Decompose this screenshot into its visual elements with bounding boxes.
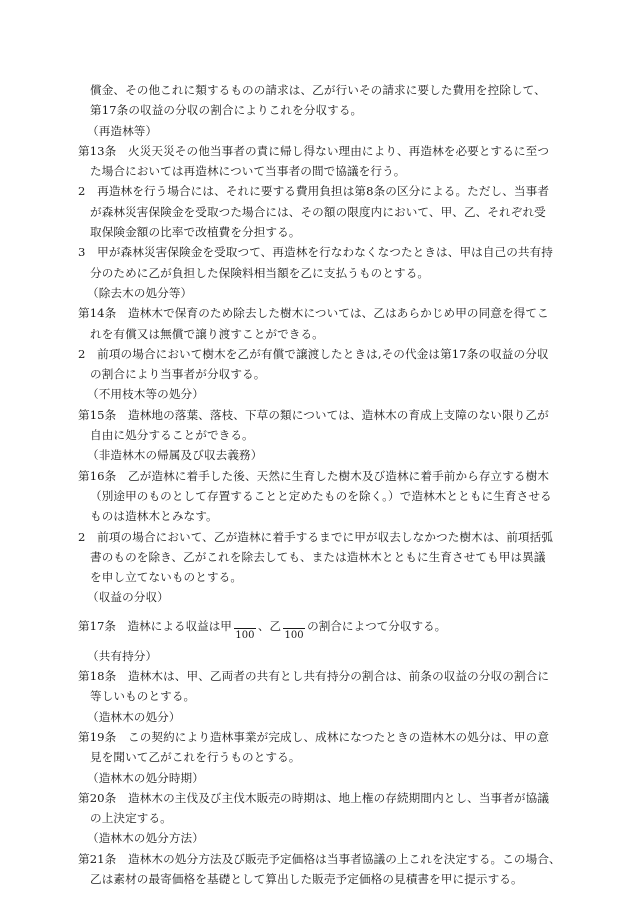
article-first-line: 2 前項の場合において、乙が造林に着手するまでに甲が収去しなかつた樹木は、前項括弧 (78, 529, 553, 544)
fraction-denominator: 100 (235, 630, 255, 642)
text-line: 第17条の収益の分収の割合によりこれを分収する。 (90, 103, 363, 118)
article-first-line: 第21条 造林木の処分方法及び販売予定価格は当事者協議の上これを決定する。この場合、 (78, 851, 561, 866)
text-line: 分のために乙が負担した保険料相当額を乙に支払うものとする。 (90, 265, 430, 280)
text-line: 償金、その他これに類するものの請求は、乙が行いその請求に要した費用を控除して、 (90, 83, 546, 97)
text-line: た場合においては再造林について当事者の間で協議を行う。 (90, 164, 406, 179)
fraction-blank-numerator (234, 619, 256, 629)
text-line: れを有償又は無償で譲り渡すことができる。 (90, 326, 324, 341)
article-first-line: 2 前項の場合において樹木を乙が有償で譲渡したときは,その代金は第17条の収益の分収 (78, 346, 549, 361)
section-heading: （造林木の処分時期） (87, 770, 204, 785)
section-heading: （共有持分） (87, 648, 158, 663)
text-line: 書のものを除き、乙がこれを除去しても、または造林木とともに生育させても甲は異議 (90, 549, 546, 564)
article-first-line: 第14条 造林木で保育のため除去した樹木については、乙はあらかじめ甲の同意を得てこ (78, 306, 549, 321)
document-page (78, 80, 561, 889)
section-heading: （非造林木の帰属及び収去義務） (87, 448, 263, 463)
fraction-share-a (234, 619, 256, 642)
fraction-share-b (283, 619, 305, 642)
section-heading: （不用枝木等の処分） (87, 387, 204, 402)
article-first-line: 第20条 造林木の主伐及び主伐木販売の時期は、地上権の存続期間内とし、当事者が協議 (78, 790, 550, 805)
text-line: を申し立てないものとする。 (90, 570, 243, 585)
fraction-blank-numerator (283, 619, 305, 629)
article-first-line: 第18条 造林木は、甲、乙両者の共有とし共有持分の割合は、前条の収益の分収の割合に (78, 669, 550, 684)
article-first-line: 第16条 乙が造林に着手した後、天然に生育した樹木及び造林に着手前から存立する樹木 (78, 468, 550, 483)
text-line: （別途甲のものとして存置することと定めたものを除く。）で造林木とともに生育させる (90, 488, 552, 503)
article-first-line: 第19条 この契約により造林事業が完成し、成林になつたときの造林木の処分は、甲の意 (78, 729, 550, 744)
article-first-line: 第15条 造林地の落葉、落枝、下草の類については、造林木の育成上支障のない限り乙が (78, 407, 549, 422)
article-17-middle: 、乙 (257, 618, 282, 633)
text-line: 自由に処分することができる。 (90, 428, 254, 443)
section-heading: （収益の分収） (87, 590, 169, 605)
text-line: 見を聞いて乙がこれを行うものとする。 (90, 750, 301, 765)
text-line: の割合により当事者が分収する。 (90, 367, 266, 382)
article-first-line: 3 甲が森林災害保険金を受取つて、再造林を行なわなくなつたときは、甲は自己の共有持 (78, 245, 553, 260)
article-17-suffix: の割合によつて分収する。 (307, 618, 447, 633)
text-line: 等しいものとする。 (90, 689, 196, 704)
fraction-denominator: 100 (284, 630, 304, 642)
document-body-part-1 (78, 80, 558, 608)
article-first-line: 第13条 火災天災その他当事者の責に帰し得ない理由により、再造林を必要とするに至つ (78, 143, 550, 158)
section-heading: （再造林等） (87, 123, 158, 138)
document-body-part-2 (78, 646, 561, 890)
text-line: が森林災害保険金を受取つた場合には、その額の限度内において、甲、乙、それぞれ受 (90, 204, 546, 219)
section-heading: （除去木の処分等） (87, 285, 193, 300)
article-17 (78, 609, 558, 643)
section-heading: （造林木の処分） (87, 709, 181, 724)
section-heading: （造林木の処分方法） (87, 831, 204, 846)
text-line: ものは造林木とみなす。 (90, 509, 218, 524)
text-line: 取保険金額の比率で改植費を分担する。 (90, 225, 301, 240)
text-line: の上決定する。 (90, 811, 172, 826)
text-line: 乙は素材の最寄価格を基礎として算出した販売予定価格の見積書を甲に提示する。 (90, 871, 523, 886)
article-17-prefix: 第17条 造林による収益は甲 (78, 618, 232, 633)
article-first-line: 2 再造林を行う場合には、それに要する費用負担は第8条の区分による。ただし、当事者 (78, 184, 550, 199)
